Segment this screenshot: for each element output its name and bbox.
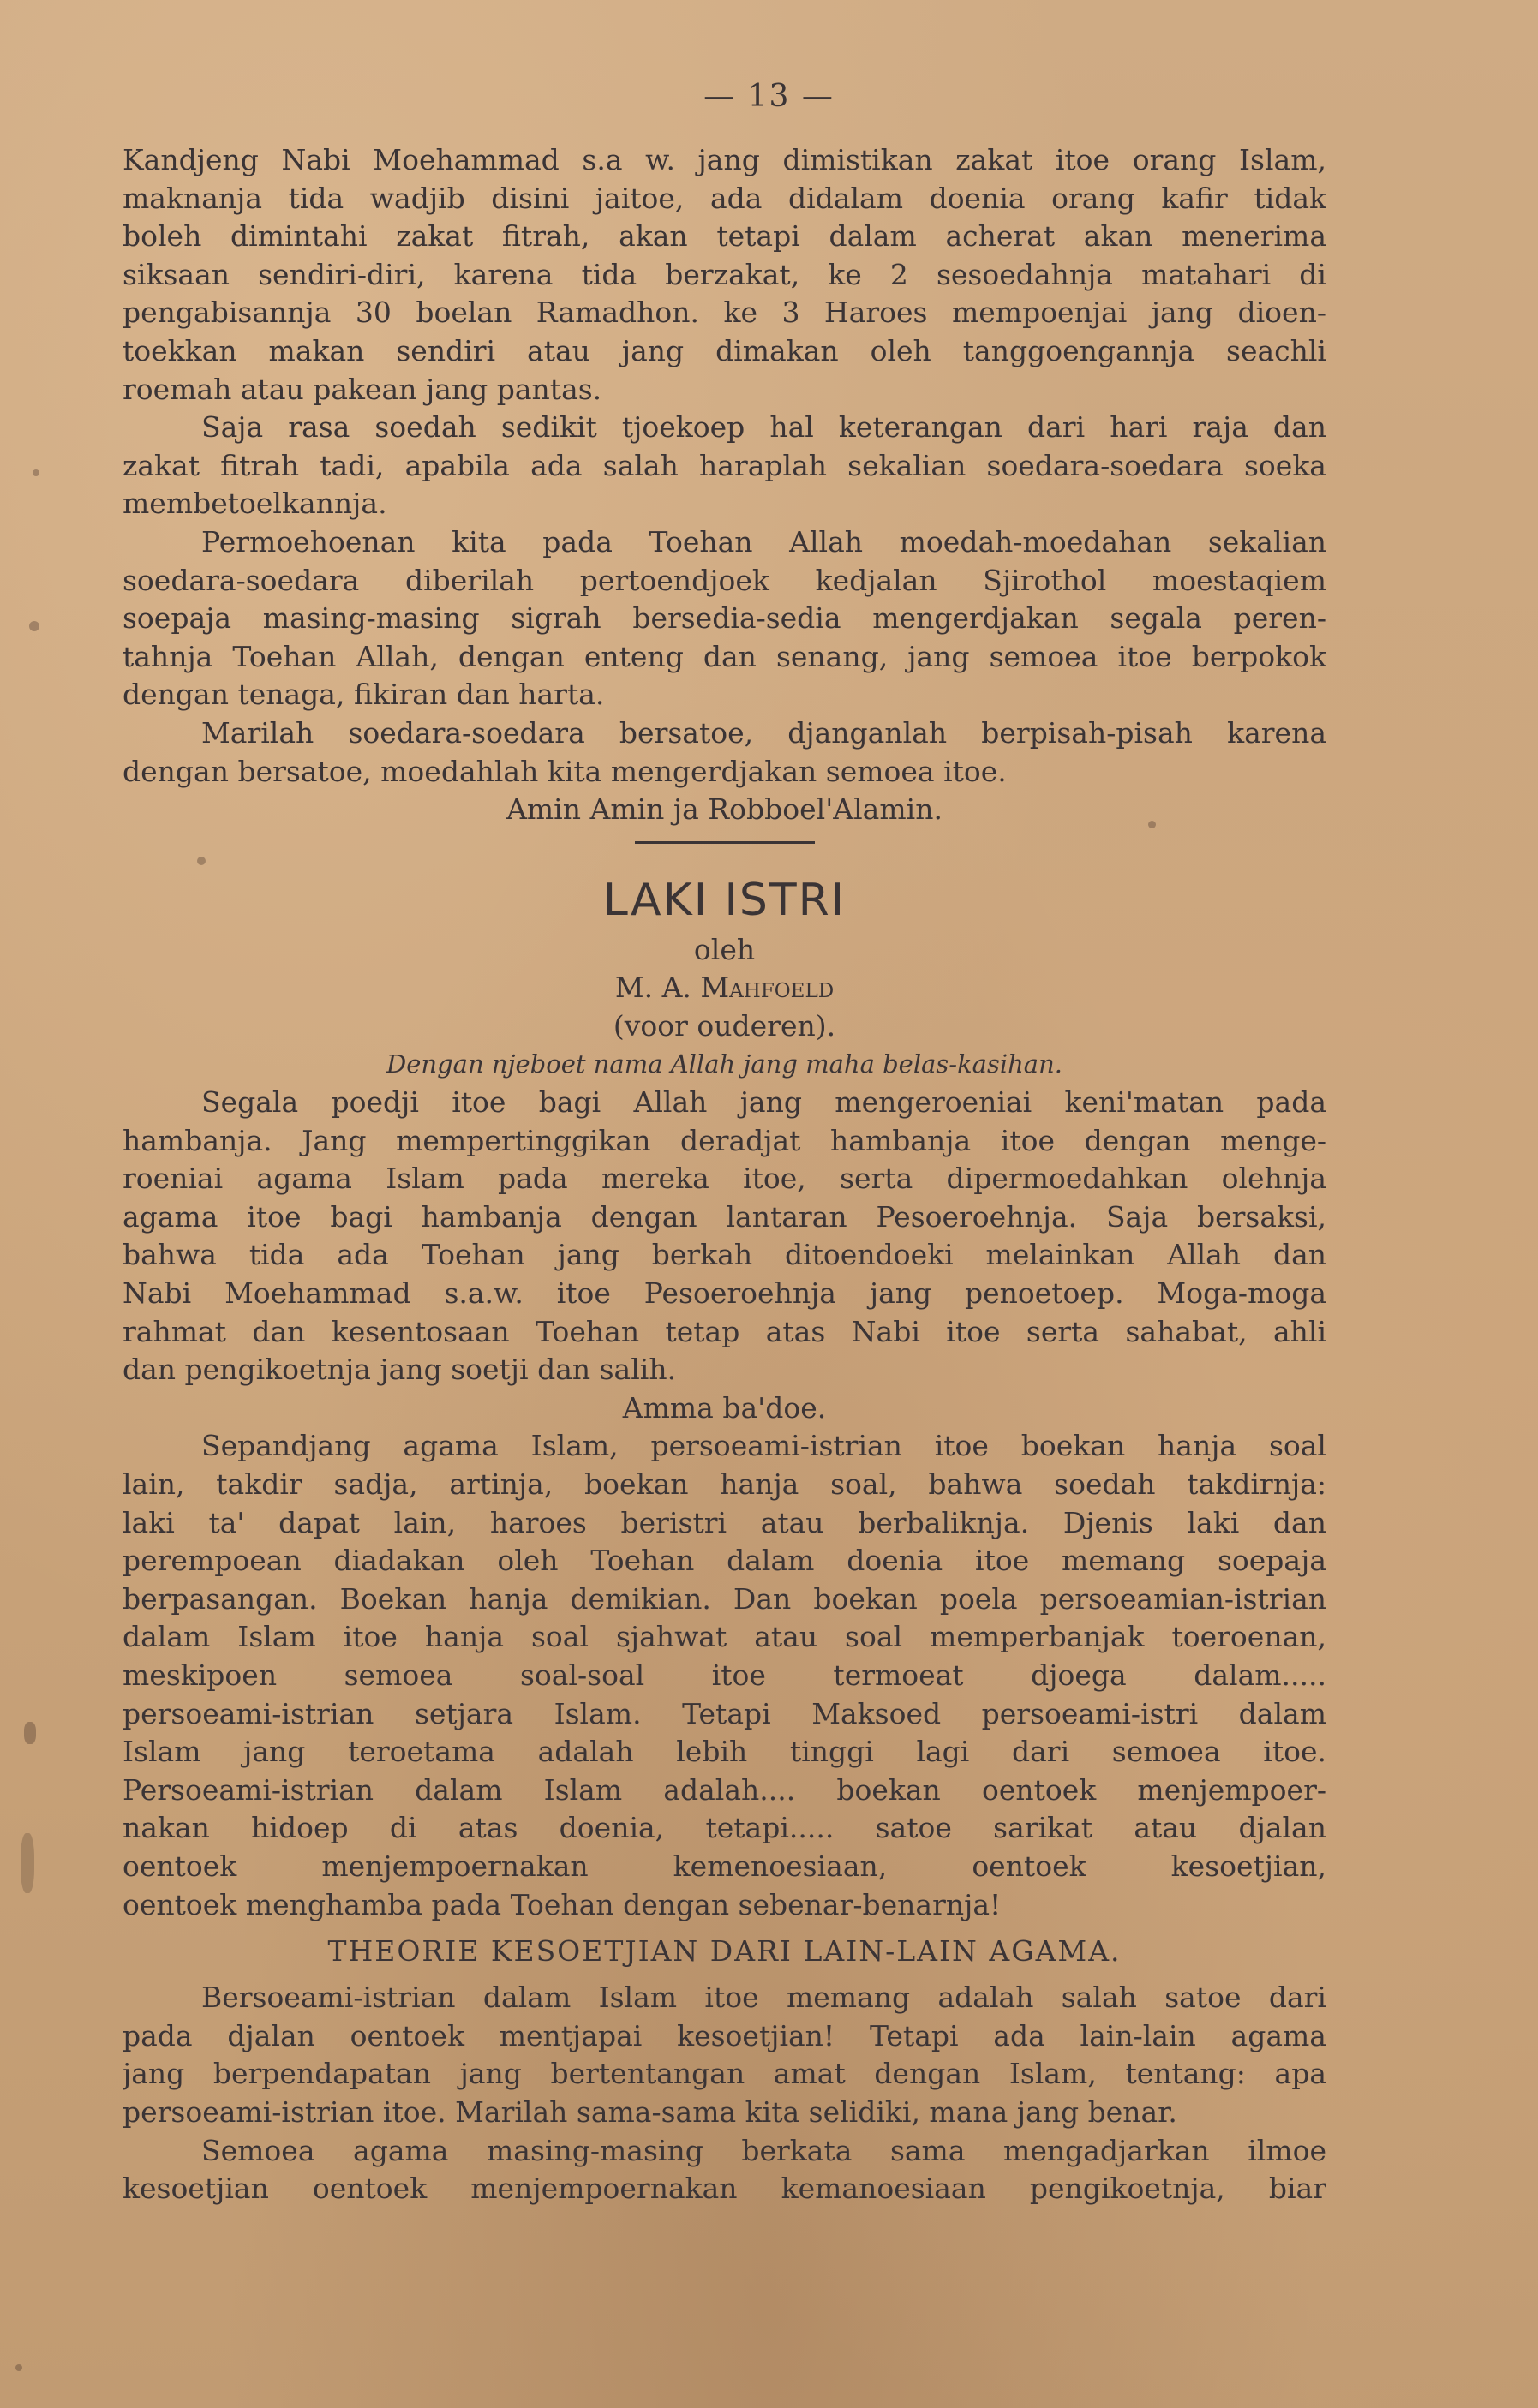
text-line: dengan bersatoe, moedahlah kita mengerdjakan semoea itoe.	[123, 754, 1007, 788]
article-subtitle: (voor ouderen).	[613, 1008, 836, 1043]
text-line: Segala poedji itoe bagi Allah jang mengeroeniai keni'matan pada	[201, 1085, 1326, 1120]
text-line: membetoelkannja.	[123, 487, 387, 521]
text-line: toekkan makan sendiri atau jang dimakan oleh tanggoengannja seachli	[123, 333, 1326, 367]
text-line: Nabi Moehammad s.a.w. itoe Pesoeroehnja jang penoetoep. Moga-moga	[123, 1276, 1326, 1311]
paper-blemish	[1148, 821, 1156, 828]
closing-line: Amin Amin ja Robboel'Alamin.	[506, 792, 943, 827]
text-line: laki ta' dapat lain, haroes beristri atau berbaliknja. Djenis laki dan	[123, 1505, 1326, 1539]
page-number: — 13 —	[703, 79, 835, 114]
text-line: soepaja masing-masing sigrah bersedia-sedia mengerdjakan segala peren-	[123, 601, 1326, 636]
paper-blemish	[15, 2364, 22, 2371]
text-line: Marilah soedara-soedara bersatoe, djanganlah berpisah-pisah karena	[201, 715, 1326, 750]
text-line: boleh dimintahi zakat fitrah, akan tetapi dalam acherat akan menerima	[123, 219, 1326, 254]
text-line: tahnja Toehan Allah, dengan enteng dan senang, jang semoea itoe berpokok	[123, 639, 1326, 673]
text-line: lain, takdir sadja, artinja, boekan hanja soal, bahwa soedah takdirnja:	[123, 1467, 1326, 1501]
text-line: Bersoeami-istrian dalam Islam itoe memang adalah salah satoe dari	[201, 1981, 1326, 2015]
text-line: persoeami-istrian itoe. Marilah sama-sama kita selidiki, mana jang benar.	[123, 2094, 1177, 2129]
text-line: hambanja. Jang mempertinggikan deradjat hambanja itoe dengan menge-	[123, 1123, 1326, 1157]
text-line: perempoean diadakan oleh Toehan dalam doenia itoe memang soepaja	[123, 1544, 1326, 1578]
text-line: soedara-soedara diberilah pertoendjoek kedjalan Sjirothol moestaqiem	[123, 563, 1326, 597]
text-column	[123, 141, 1326, 2208]
text-line: oentoek menghamba pada Toehan dengan sebenar-benarnja!	[123, 1887, 1002, 1921]
text-line: rahmat dan kesentosaan Toehan tetap atas Nabi itoe serta sahabat, ahli	[123, 1314, 1326, 1348]
section-heading: THEORIE KESOETJIAN DARI LAIN-LAIN AGAMA.	[327, 1934, 1122, 1969]
text-line: agama itoe bagi hambanja dengan lantaran Pesoeroehnja. Saja bersaksi,	[123, 1199, 1326, 1234]
text-line: dan pengikoetnja jang soetji dan salih.	[123, 1353, 677, 1387]
paper-blemish	[21, 1833, 34, 1893]
text-line: siksaan sendiri-diri, karena tida berzakat, ke 2 sesoedahnja matahari di	[123, 257, 1326, 291]
section-divider	[635, 841, 815, 844]
intro-paragraph-1	[123, 141, 1326, 409]
text-line: meskipoen semoea soal-soal itoe termoeat djoega dalam.....	[123, 1658, 1326, 1692]
text-line: Sepandjang agama Islam, persoeami-istrian itoe boekan hanja soal	[201, 1429, 1326, 1463]
text-line: nakan hidoep di atas doenia, tetapi..... satoe sarikat atau djalan	[123, 1811, 1326, 1845]
author-name: M. A. Mahfoeld	[614, 971, 835, 1005]
body-paragraph-4	[123, 2132, 1326, 2208]
text-line: Kandjeng Nabi Moehammad s.a w. jang dimistikan zakat itoe orang Islam,	[123, 143, 1326, 176]
intro-paragraph-4	[123, 714, 1326, 791]
article-title: LAKI ISTRI	[602, 874, 847, 926]
text-line: roeniai agama Islam pada mereka itoe, serta dipermoedahkan olehnja	[123, 1162, 1326, 1196]
text-line: berpasangan. Boekan hanja demikian. Dan boekan poela persoeamian-istrian	[123, 1581, 1326, 1616]
text-line: pengabisannja 30 boelan Ramadhon. ke 3 Haroes mempoenjai jang dioen-	[123, 296, 1326, 330]
text-line: Permoehoenan kita pada Toehan Allah moedah-moedahan sekalian	[201, 524, 1326, 559]
text-line: Persoeami-istrian dalam Islam adalah.... boekan oentoek menjempoer-	[123, 1772, 1326, 1807]
text-line: kesoetjian oentoek menjempoernakan kemanoesiaan pengikoetnja, biar	[123, 2172, 1326, 2206]
byline-prefix: oleh	[693, 932, 756, 966]
text-line: maknanja tida wadjib disini jaitoe, ada didalam doenia orang kafir tidak	[123, 181, 1326, 215]
text-line: roemah atau pakean jang pantas.	[123, 372, 602, 406]
paper-blemish	[29, 621, 39, 631]
text-line: Islam jang teroetama adalah lebih tinggi lagi dari semoea itoe.	[123, 1735, 1326, 1769]
text-line: persoeami-istrian setjara Islam. Tetapi Maksoed persoeami-istri dalam	[123, 1696, 1326, 1730]
text-line: zakat fitrah tadi, apabila ada salah haraplah sekalian soedara-soedara soeka	[123, 448, 1326, 482]
text-line: Saja rasa soedah sedikit tjoekoep hal keterangan dari hari raja dan	[201, 410, 1326, 445]
text-line: dalam Islam itoe hanja soal sjahwat atau soal memperbanjak toeroenan,	[123, 1620, 1326, 1654]
paper-blemish	[33, 469, 39, 476]
intro-paragraph-3	[123, 523, 1326, 714]
paper-blemish	[197, 857, 206, 865]
text-line: oentoek menjempoernakan kemenoesiaan, oentoek kesoetjian,	[123, 1849, 1326, 1883]
intro-paragraph-2	[123, 409, 1326, 523]
invocation: Dengan njeboet nama Allah jang maha belas-kasihan.	[386, 1049, 1062, 1079]
paper-blemish	[24, 1722, 36, 1744]
body-paragraph-1	[123, 1084, 1326, 1389]
body-paragraph-2	[123, 1427, 1326, 1924]
text-line: pada djalan oentoek mentjapai kesoetjian! Tetapi ada lain-lain agama	[123, 2018, 1326, 2052]
body-paragraph-3	[123, 1979, 1326, 2131]
text-line: Semoea agama masing-masing berkata sama mengadjarkan ilmoe	[201, 2133, 1326, 2167]
text-line: jang berpendapatan jang bertentangan amat dengan Islam, tentang: apa	[123, 2057, 1326, 2091]
amma-line: Amma ba'doe.	[622, 1390, 827, 1425]
text-line: dengan tenaga, fikiran dan harta.	[123, 678, 605, 712]
text-line: bahwa tida ada Toehan jang berkah ditoendoeki melainkan Allah dan	[123, 1238, 1326, 1272]
